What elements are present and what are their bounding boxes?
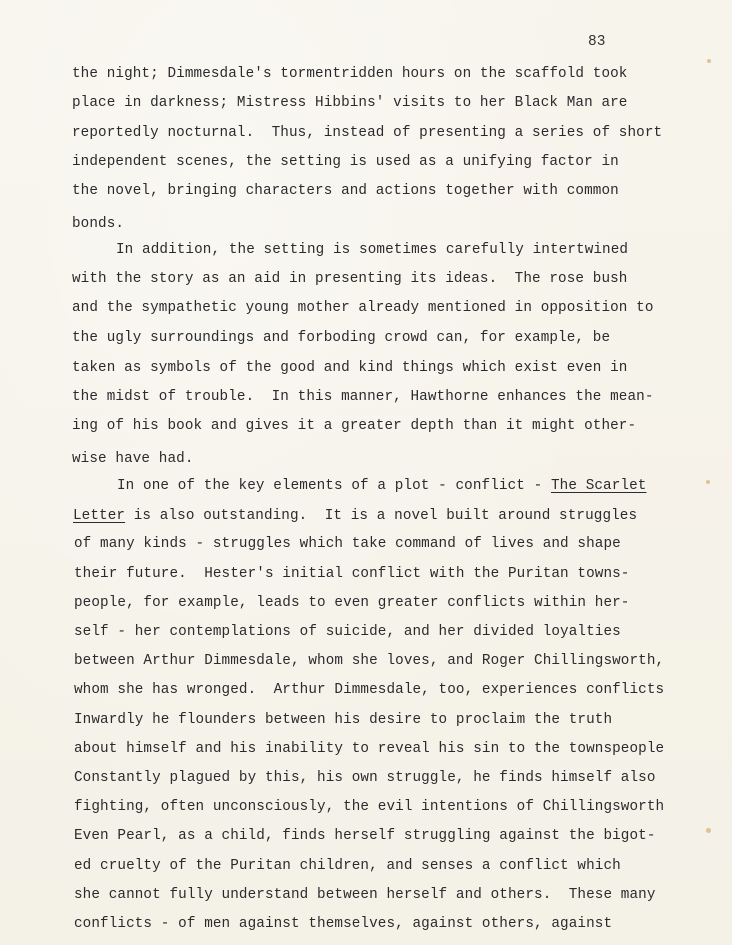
- paper-stain: [706, 828, 711, 833]
- text-line: ed cruelty of the Puritan children, and senses a conflict which: [74, 858, 621, 874]
- text-line: Constantly plagued by this, his own struggle, he finds himself also: [74, 770, 656, 786]
- text-line: place in darkness; Mistress Hibbins' visits to her Black Man are: [72, 95, 628, 111]
- text-line: independent scenes, the setting is used as a unifying factor in: [72, 154, 619, 170]
- text-line: people, for example, leads to even greater conflicts within her-: [74, 595, 630, 611]
- text-line: she cannot fully understand between herself and others. These many: [74, 887, 656, 903]
- text-line: Inwardly he flounders between his desire to proclaim the truth: [74, 712, 613, 728]
- text-line: whom she has wronged. Arthur Dimmesdale, too, experiences conflicts: [74, 682, 665, 698]
- text-line: Even Pearl, as a child, finds herself struggling against the bigot-: [74, 828, 656, 844]
- text-line: taken as symbols of the good and kind things which exist even in: [72, 360, 628, 376]
- page-number: 83: [588, 34, 606, 50]
- text-line: fighting, often unconsciously, the evil intentions of Chillingsworth: [74, 799, 665, 815]
- text-line: wise have had.: [72, 451, 194, 467]
- text-line: the midst of trouble. In this manner, Hawthorne enhances the mean-: [72, 389, 654, 405]
- text-line: about himself and his inability to reveal his sin to the townspeople: [74, 741, 665, 757]
- text-line: with the story as an aid in presenting its ideas. The rose bush: [72, 271, 628, 287]
- text-line: the ugly surroundings and forboding crowd can, for example, be: [72, 330, 611, 346]
- text-line: the novel, bringing characters and actions together with common: [72, 183, 619, 199]
- text-line: between Arthur Dimmesdale, whom she loves, and Roger Chillingsworth,: [74, 653, 665, 669]
- text-line: their future. Hester's initial conflict with the Puritan towns-: [74, 566, 630, 582]
- text-line: the night; Dimmesdale's tormentridden hours on the scaffold took: [72, 66, 628, 82]
- text-line: conflicts - of men against themselves, against others, against: [74, 916, 613, 932]
- paper-stain: [707, 59, 711, 63]
- text-line: ing of his book and gives it a greater depth than it might other-: [72, 418, 637, 434]
- paper-stain: [706, 480, 710, 484]
- text-line: In addition, the setting is sometimes carefully intertwined: [116, 242, 629, 258]
- book-title-underlined: Letter: [73, 508, 126, 524]
- text-line: and the sympathetic young mother already mentioned in opposition to: [72, 300, 654, 316]
- text-line: [73, 507, 637, 525]
- text-segment: is also outstanding. It is a novel built around struggles: [125, 508, 638, 524]
- book-title-underlined: The Scarlet: [550, 478, 647, 494]
- text-line: [117, 477, 646, 495]
- text-line: reportedly nocturnal. Thus, instead of presenting a series of short: [72, 125, 663, 141]
- text-line: self - her contemplations of suicide, and her divided loyalties: [74, 624, 621, 640]
- text-line: of many kinds - struggles which take command of lives and shape: [74, 536, 621, 552]
- text-segment: In one of the key elements of a plot - conflict -: [117, 478, 551, 494]
- text-line: bonds.: [72, 216, 125, 232]
